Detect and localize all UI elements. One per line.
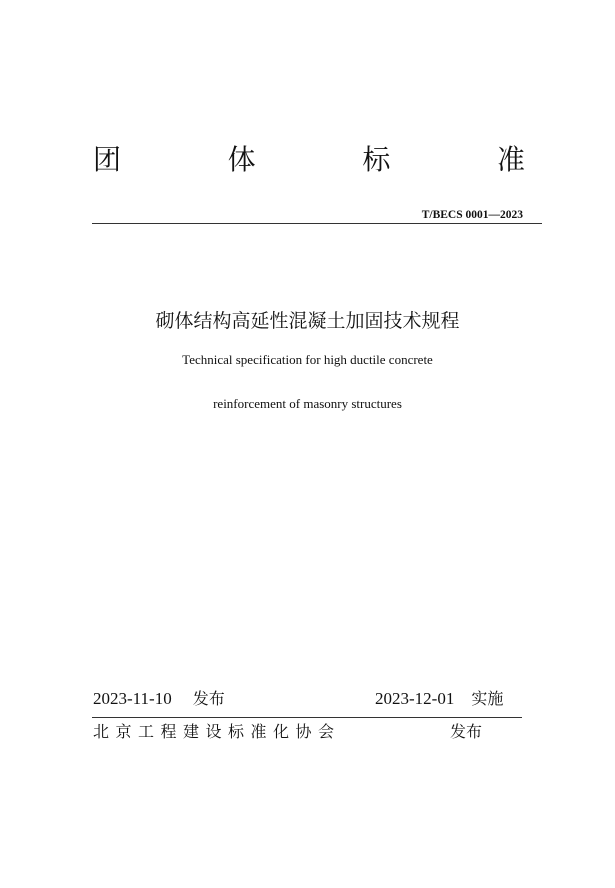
publisher-name: 北京工程建设标准化协会	[93, 722, 341, 741]
title-english-line-1: Technical specification for high ductile concrete	[182, 352, 433, 367]
implement-date: 2023-12-01	[375, 689, 455, 708]
top-divider	[92, 223, 542, 224]
title-chinese: 砌体结构高延性混凝土加固技术规程	[155, 310, 460, 332]
implement-date-row	[375, 688, 503, 710]
heading-char-1: 团	[93, 143, 122, 176]
heading-char-3: 标	[362, 143, 391, 176]
heading-char-2: 体	[227, 143, 256, 176]
standard-number: T/BECS 0001—2023	[421, 209, 523, 221]
title-english-line-2: reinforcement of masonry structures	[213, 396, 402, 411]
issue-date: 2023-11-10	[93, 689, 172, 708]
issue-date-row	[93, 688, 225, 710]
heading-char-4: 准	[496, 143, 525, 176]
issue-label: 发布	[192, 689, 225, 708]
bottom-divider	[92, 717, 522, 718]
implement-label: 实施	[471, 689, 504, 708]
standard-type-heading	[93, 142, 525, 178]
publish-label: 发布	[450, 722, 483, 741]
